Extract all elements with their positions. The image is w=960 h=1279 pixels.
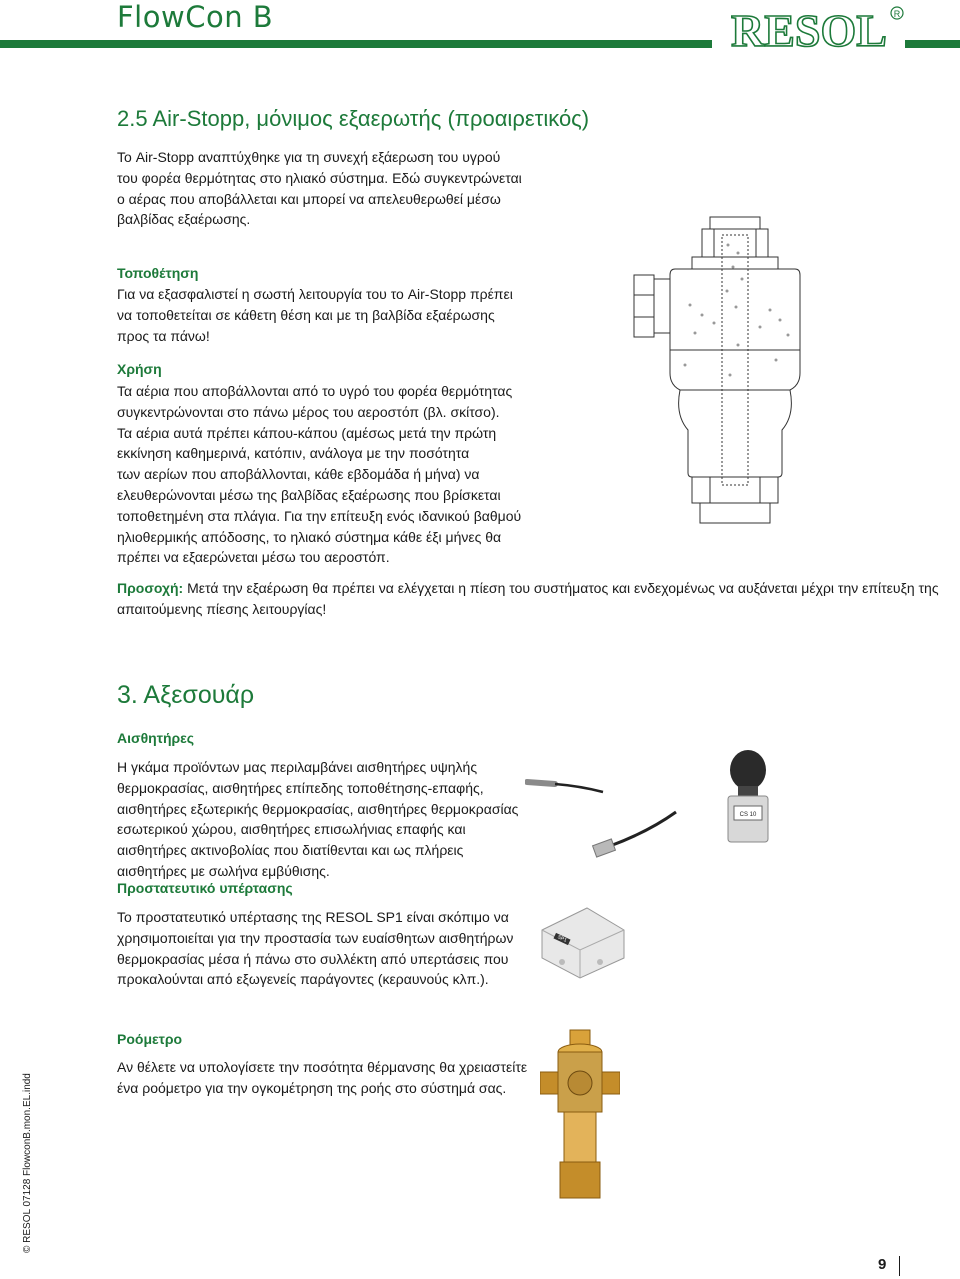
text-line: προς τα πάνω! [117,327,210,344]
immersion-sensor-image [525,770,605,800]
resol-logo [713,3,905,53]
text-line: ένα ροόμετρο για την ογκομέτρηση της ροής στο σύστημά σας. [117,1079,507,1096]
text-line: προκαλούνται από εξωγενείς παράγοντες (κεραυνούς κλπ.). [117,971,489,988]
caution-note [117,578,939,620]
flowmeter-text [117,1057,528,1099]
text-line: Το Air-Stopp αναπτύχθηκε για τη συνεχή εξάερωση του υγρού [117,149,501,165]
text-line: να τοποθετείται σε κάθετη θέση και με τη βαλβίδα εξαέρωσης [117,306,495,323]
caution-label: Προσοχή: [117,580,184,596]
text-line: βαλβίδας εξαέρωσης. [117,211,251,228]
page-number-rule [899,1256,900,1276]
section-title-air-stopp: 2.5 Air-Stopp, μόνιμος εξαερωτής (προαιρετικός) [117,106,590,131]
sensors-heading: Αισθητήρες [117,730,195,746]
flowmeter-image [540,1028,620,1203]
surge-protector-heading: Προστατευτικό υπέρτασης [117,880,293,896]
placement-heading: Τοποθέτηση [117,265,199,281]
text-line: Για να εξασφαλιστεί η σωστή λειτουργία του το Air-Stopp πρέπει [117,286,513,302]
text-line: Το προστατευτικό υπέρτασης της RESOL SP1 είναι σκόπιμο να [117,909,509,925]
header-rule [0,40,712,48]
air-stopp-diagram [630,215,808,527]
text-line: χρησιμοποιείται για την προστασία των ευαίσθητων αισθητήρων [117,929,514,946]
text-line: Τα αέρια που αποβάλλονται από το υγρό του φορέα θερμότητας [117,383,513,399]
text-line: Αν θέλετε να υπολογίσετε την ποσότητα θέρμανσης θα χρειαστείτε [117,1059,528,1075]
text-line: Η γκάμα προϊόντων μας περιλαμβάνει αισθητήρες υψηλής [117,759,478,775]
text-line: συγκεντρώνονται στο πάνω μέρος του αεροστόπ (βλ. σκίτσο). [117,403,500,420]
text-line: ηλιοθερμικής απόδοσης, το ηλιακό σύστημα κάθε έξι μήνες θα [117,528,502,545]
text-line: του φορέα θερμότητας στο ηλιακό σύστημα. Εδώ συγκεντρώνεται [117,169,522,186]
svg-text:CS 10: CS 10 [739,812,757,818]
flat-sensor-image [588,810,678,860]
text-line: θερμοκρασίας μέσα ή πάνω στο συλλέκτη από υπερτάσεις που [117,950,509,967]
usage-heading: Χρήση [117,361,162,377]
text-line: Τα αέρια αυτά πρέπει κάπου-κάπου (αμέσως μετά την πρώτη [117,424,497,441]
text-line: αισθητήρες ακτινοβολίας που διατίθενται και ως πλήρεις [117,842,464,859]
text-line: εκκίνηση καθημερινά, κατόπιν, ανάλογα με την ποσότητα [117,445,470,462]
text-line: ελευθερώνονται μέσω της βαλβίδας εξαέρωσης που βρίσκεται [117,486,501,503]
flowmeter-heading: Ροόμετρο [117,1031,183,1047]
text-line: των αερίων που αποβάλλονται, κάθε εβδομάδα ή μήνα) να [117,466,480,483]
usage-text [117,381,522,568]
sensors-text [117,757,519,882]
sp1-surge-protector-image [532,900,632,980]
surge-protector-text [117,907,514,990]
text-line: αισθητήρες με σωλήνα εμβύθισης. [117,862,330,879]
irradiation-sensor-image [718,748,778,846]
svg-text:R: R [893,9,901,19]
header-rule-right [905,40,960,48]
page-number: 9 [878,1256,887,1273]
svg-text:RESOL: RESOL [731,5,887,53]
text-line: θερμοκρασίας, αισθητήρες επίπεδης τοποθέτησης-επαφής, [117,779,484,796]
text-line: πρέπει να εξαερώνεται μέσω του αεροστόπ. [117,549,390,566]
svg-text:SP1: SP1 [556,934,568,944]
placement-text [117,284,512,346]
text-line: εσωτερικού χώρου, αισθητήρες επισωλήνιας επαφής και [117,821,466,838]
text-line: Μετά την εξαέρωση θα πρέπει να ελέγχεται η πίεση του συστήματος και ενδεχομένως να αυξάνεται μέχρι την επίτευξη της [183,580,939,596]
text-line: ο αέρας που αποβάλλεται και μπορεί να απελευθερωθεί μέσω [117,190,501,207]
text-line: απαιτούμενης πίεσης λειτουργίας! [117,600,327,617]
text-line: τοποθετημένη στα πλάγια. Για την επίτευξη ενός ιδανικού βαθμού [117,507,522,524]
section-title-accessories: 3. Αξεσουάρ [117,681,255,709]
file-info-footer: © RESOL 07128 FlowconB.mon.EL.indd [22,1073,33,1253]
air-stopp-intro [117,147,522,230]
text-line: αισθητήρες εξωτερικής θερμοκρασίας, αισθητήρες θερμοκρασίας [117,800,519,817]
document-title: FlowCon B [117,0,274,34]
